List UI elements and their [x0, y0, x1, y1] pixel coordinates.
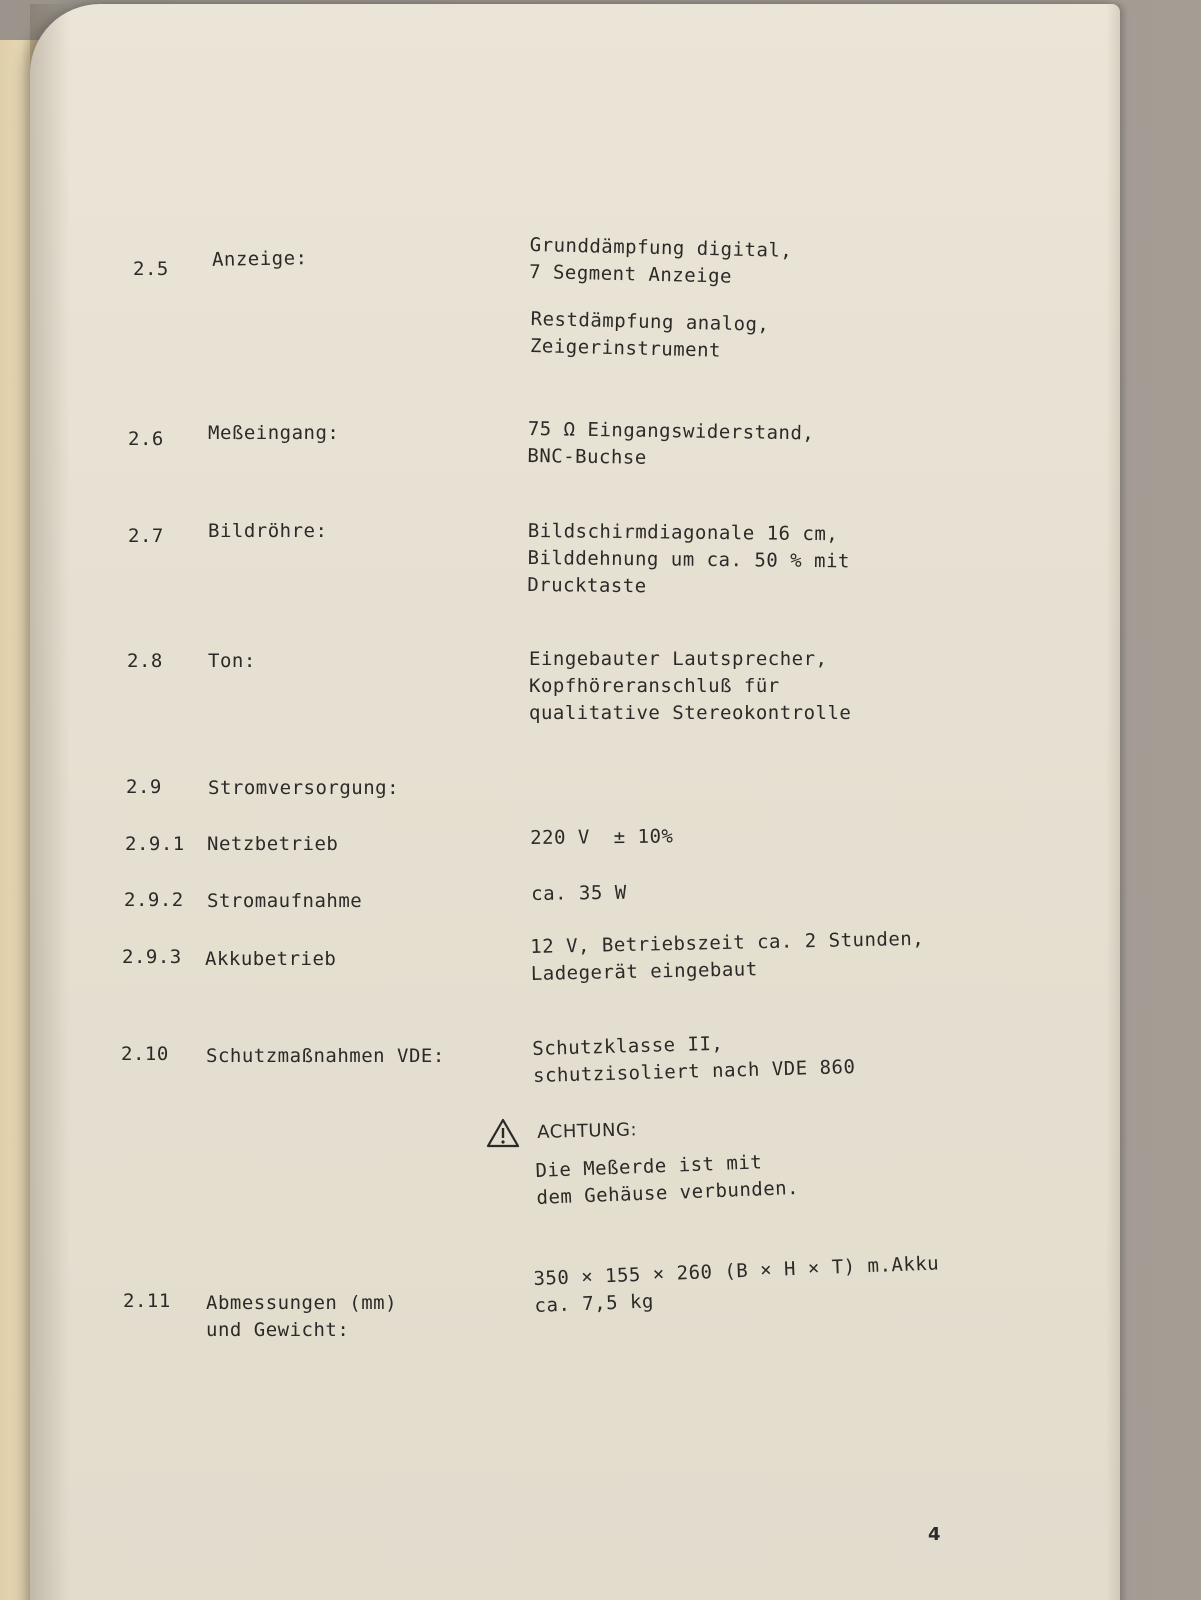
value-line: qualitative Stereokontrolle — [529, 702, 852, 724]
section-value — [529, 646, 851, 727]
value-line: Ladegerät eingebaut — [530, 958, 758, 985]
section-number: 2.9.2 — [124, 889, 184, 911]
value-line: Eingebauter Lautsprecher, — [529, 648, 828, 670]
value-line: ca. 7,5 kg — [534, 1290, 655, 1317]
value-line: Kopfhöreranschluß für — [529, 675, 780, 697]
value-line: ca. 35 W — [531, 881, 627, 905]
section-value — [532, 1027, 856, 1090]
section-label: Bildröhre: — [208, 520, 328, 542]
value-line: 350 × 155 × 260 (B × H × T) m.Akku — [533, 1252, 940, 1290]
value-line: 7 Segment Anzeige — [528, 260, 733, 288]
value-line: Drucktaste — [527, 573, 647, 598]
section-number: 2.9 — [126, 776, 162, 798]
value-line: 220 V ± 10% — [530, 825, 674, 849]
section-label: Anzeige: — [211, 247, 308, 271]
value-line: BNC-Buchse — [527, 444, 647, 469]
section-label: Ton: — [208, 650, 256, 672]
section-value — [527, 518, 850, 602]
section-number: 2.8 — [127, 650, 163, 672]
section-label: Meßeingang: — [208, 422, 340, 444]
value-line: Zeigerinstrument — [529, 334, 722, 362]
section-label: Schutzmaßnahmen VDE: — [206, 1045, 445, 1067]
warning-triangle-icon — [486, 1118, 520, 1148]
warning-text — [535, 1148, 800, 1212]
value-line: 12 V, Betriebszeit ca. 2 Stunden, — [530, 927, 925, 958]
warning-title: ACHTUNG: — [537, 1119, 638, 1143]
page-edge-shadow — [1106, 4, 1120, 1600]
section-value — [529, 232, 793, 292]
section-label — [206, 1290, 397, 1344]
section-value — [530, 926, 925, 988]
value-line: Restdämpfung analog, — [530, 307, 770, 336]
section-label: Stromaufnahme — [207, 890, 363, 912]
warning-line: Die Meßerde ist mit — [535, 1151, 763, 1182]
section-number: 2.9.1 — [125, 833, 185, 855]
section-value — [530, 823, 674, 851]
label-line: und Gewicht: — [206, 1319, 350, 1341]
section-value — [531, 880, 627, 908]
value-line: 75 Ω Eingangswiderstand, — [527, 417, 815, 445]
label-line: Abmessungen (mm) — [206, 1292, 398, 1314]
section-number: 2.9.3 — [122, 946, 182, 968]
value-line: Bildschirmdiagonale 16 cm, — [527, 519, 839, 546]
value-line: Grunddämpfung digital, — [529, 233, 793, 262]
value-line: Schutzklasse II, — [532, 1032, 724, 1060]
section-value — [530, 306, 770, 366]
page-number: 4 — [928, 1524, 942, 1545]
section-number: 2.6 — [128, 428, 164, 450]
section-label: Netzbetrieb — [207, 833, 339, 855]
section-number: 2.5 — [133, 258, 169, 280]
section-value — [527, 416, 814, 474]
section-label: Stromversorgung: — [208, 777, 400, 799]
value-line: Bilddehnung um ca. 50 % mit — [527, 546, 851, 573]
gutter-shadow — [30, 4, 70, 1600]
value-line: schutzisoliert nach VDE 860 — [532, 1055, 856, 1087]
section-label: Akkubetrieb — [205, 948, 337, 970]
section-number: 2.7 — [128, 525, 164, 547]
section-number: 2.10 — [121, 1043, 169, 1065]
section-number: 2.11 — [123, 1290, 171, 1312]
warning-line: dem Gehäuse verbunden. — [536, 1176, 800, 1209]
